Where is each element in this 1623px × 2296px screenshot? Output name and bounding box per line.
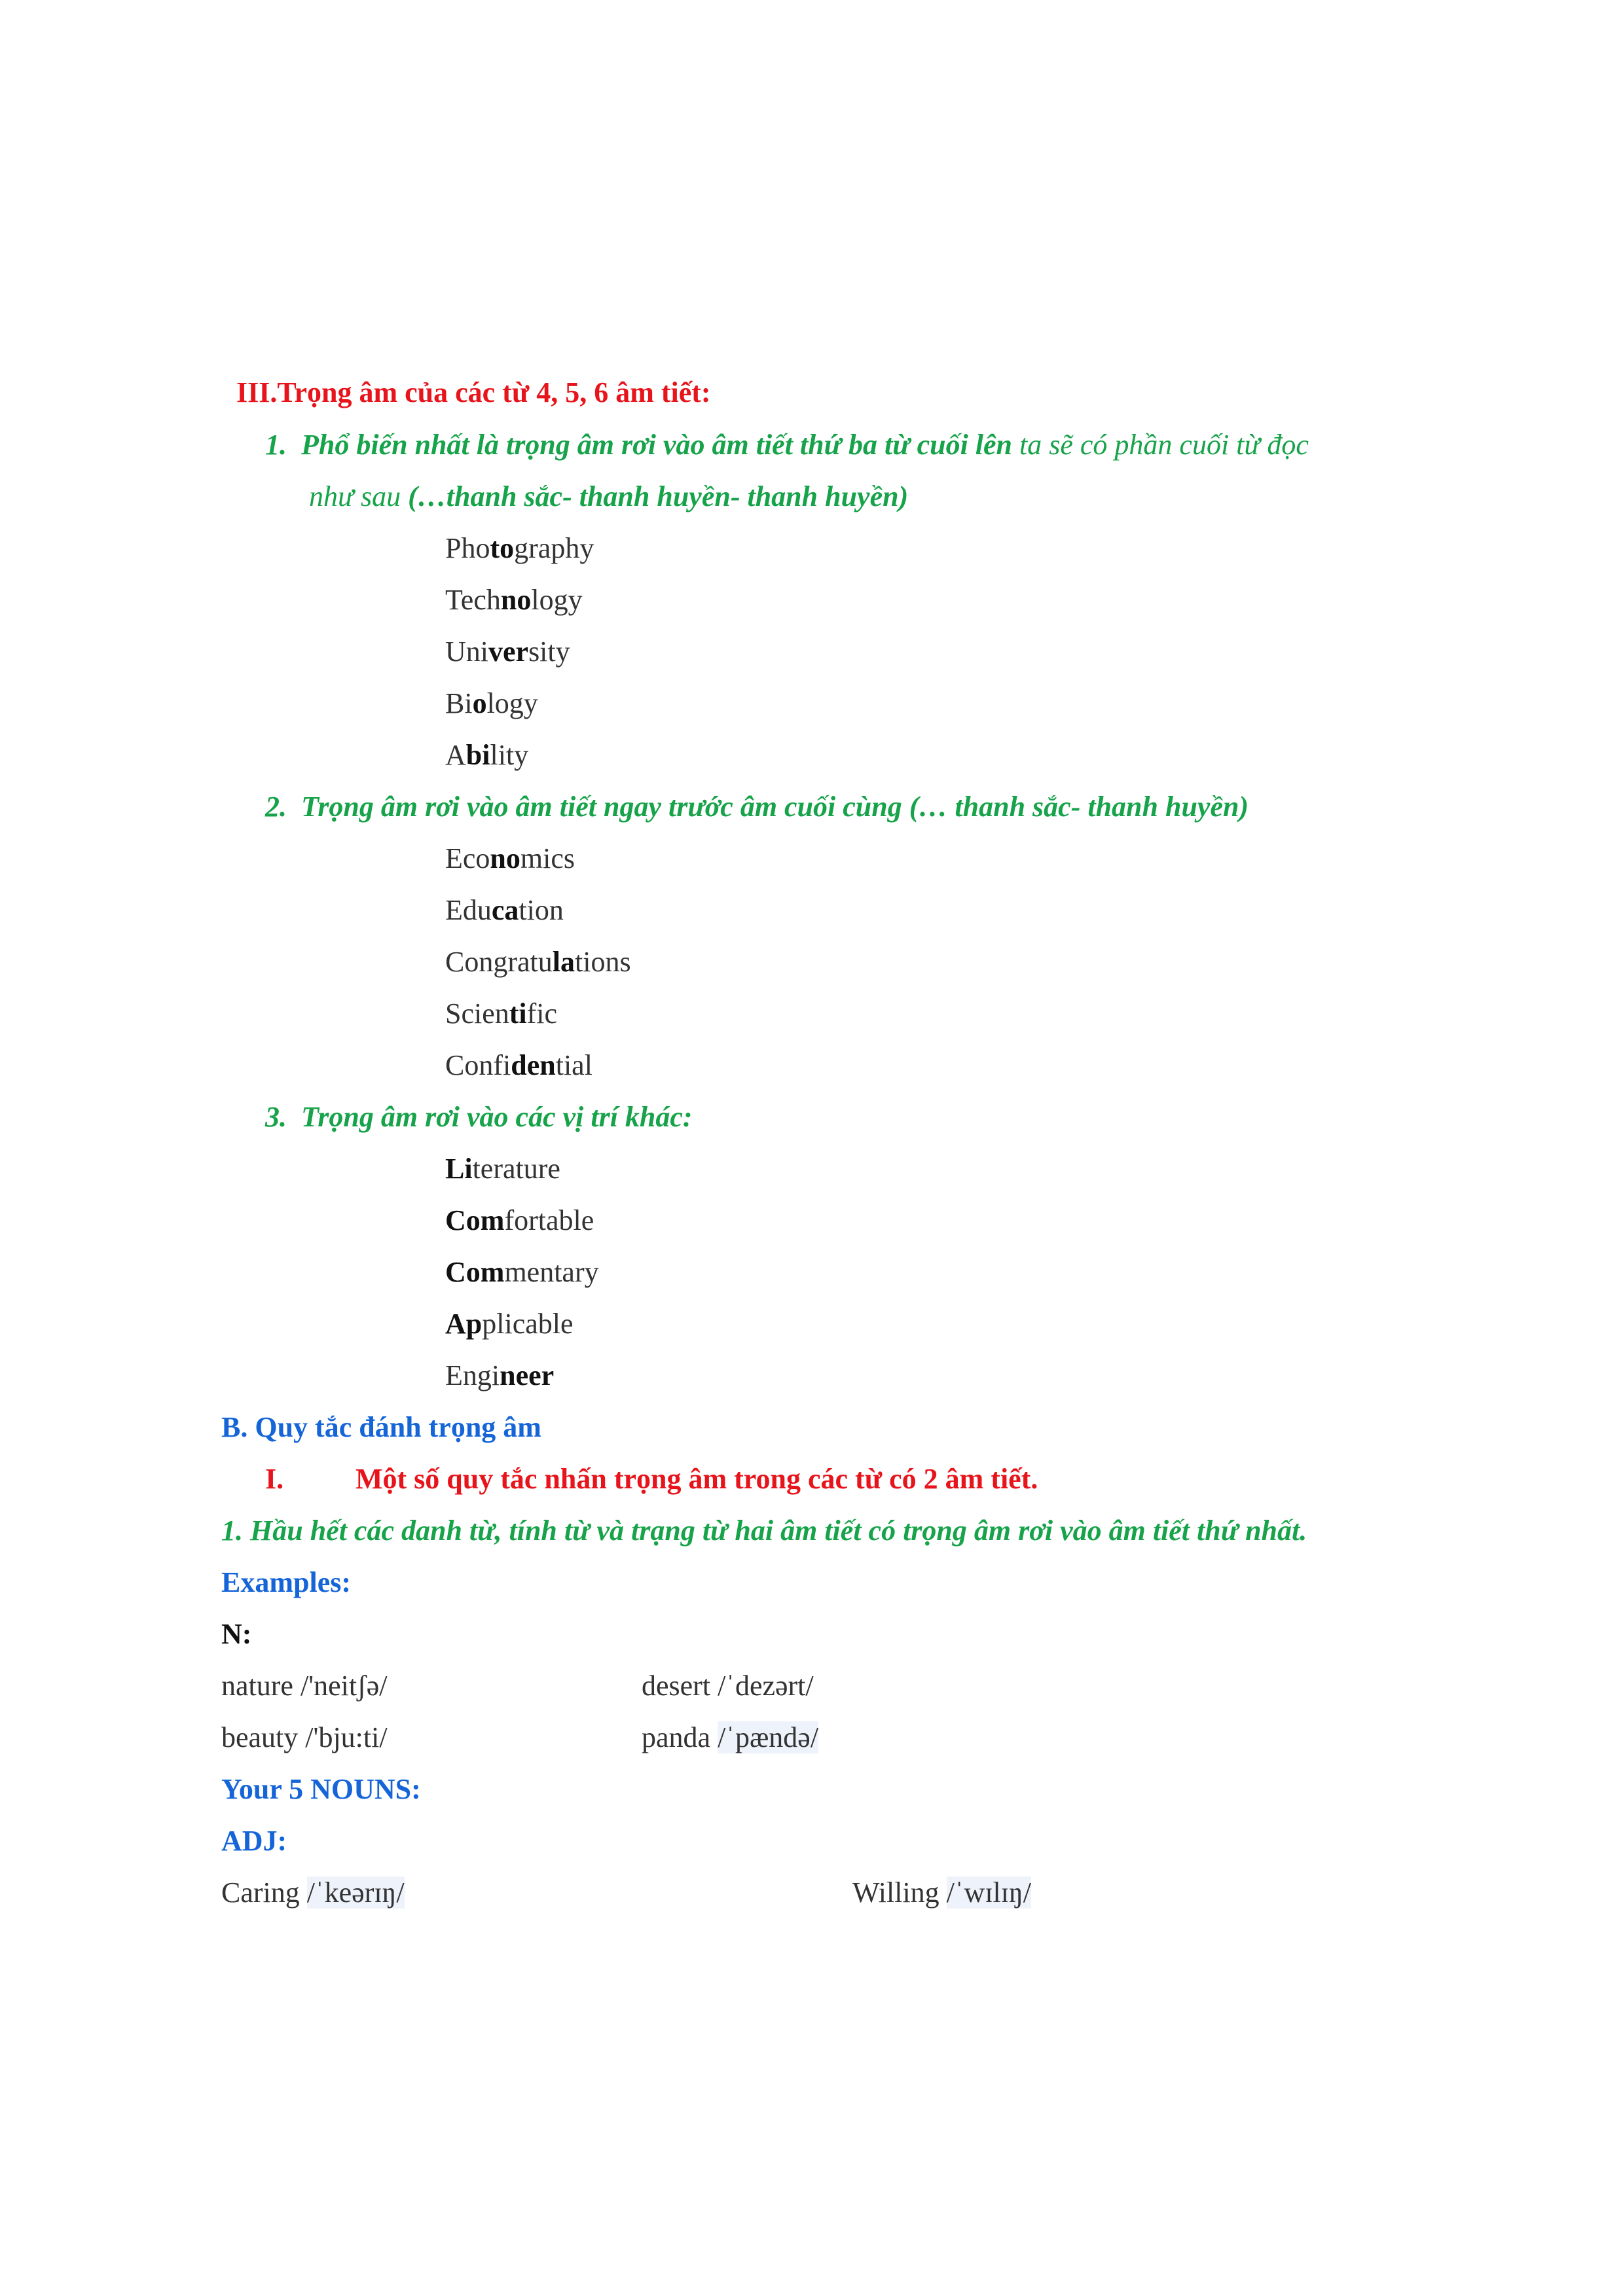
your-nouns-label: Your 5 NOUNS: <box>221 1773 421 1805</box>
rule-b1: 1. Hầu hết các danh từ, tính từ và trạng từ hai âm tiết có trọng âm rơi vào âm tiết thứ nhất. <box>221 1515 1307 1547</box>
adj-example: Caring /ˈkeərɪŋ/ <box>221 1876 405 1909</box>
example-word: Applicable <box>445 1308 574 1340</box>
example-word: Biology <box>445 687 538 719</box>
rule-3-text: Trọng âm rơi vào các vị trí khác: <box>301 1101 693 1133</box>
noun-example: nature /'neitʃə/ <box>221 1670 388 1702</box>
nouns-label: N: <box>221 1618 252 1650</box>
adj-label: ADJ: <box>221 1825 287 1857</box>
rule-2 <box>265 787 1249 827</box>
rule-number: 2. <box>265 791 287 823</box>
adj-example: Willing /ˈwɪlɪŋ/ <box>852 1876 1031 1909</box>
rule-2-text: Trọng âm rơi vào âm tiết ngay trước âm cuối cùng (… thanh sắc- thanh huyền) <box>301 791 1249 823</box>
example-word: University <box>445 636 570 668</box>
example-word: Photography <box>445 532 594 564</box>
rule-number: 1. <box>265 429 287 461</box>
example-word: Technology <box>445 584 583 616</box>
example-word: Ability <box>445 739 529 771</box>
examples-label: Examples: <box>221 1566 351 1598</box>
rule-1-line2-bold: (…thanh sắc- thanh huyền- thanh huyền) <box>408 480 909 512</box>
example-word: Education <box>445 894 564 926</box>
example-word: Economics <box>445 842 575 874</box>
rule-1-bold: Phổ biến nhất là trọng âm rơi vào âm tiết thứ ba từ cuối lên <box>301 429 1013 461</box>
rule-number: 3. <box>265 1101 287 1133</box>
example-word: Commentary <box>445 1256 599 1288</box>
noun-example: panda /ˈpændə/ <box>642 1721 819 1753</box>
rule-1-line2-normal: như sau <box>309 480 401 512</box>
section-heading: III.Trọng âm của các từ 4, 5, 6 âm tiết: <box>236 376 711 408</box>
rule-1-line-1 <box>265 425 1309 465</box>
rule-3 <box>265 1098 693 1137</box>
rule-1-normal: ta sẽ có phần cuối từ đọc <box>1019 429 1309 461</box>
example-word: Confidential <box>445 1049 593 1081</box>
noun-example: desert /ˈdezərt/ <box>642 1670 814 1702</box>
subsection-heading: Một số quy tắc nhấn trọng âm trong các từ có 2 âm tiết. <box>356 1463 1038 1495</box>
subsection-number: I. <box>265 1463 284 1495</box>
example-word: Engineer <box>445 1359 555 1391</box>
example-word: Comfortable <box>445 1204 594 1236</box>
noun-example: beauty /'bju:ti/ <box>221 1721 388 1753</box>
example-word: Congratulations <box>445 946 631 978</box>
example-word: Scientific <box>445 997 558 1030</box>
section-b-heading: B. Quy tắc đánh trọng âm <box>221 1411 541 1443</box>
rule-1-line-2 <box>309 477 908 516</box>
example-word: Literature <box>445 1153 560 1185</box>
